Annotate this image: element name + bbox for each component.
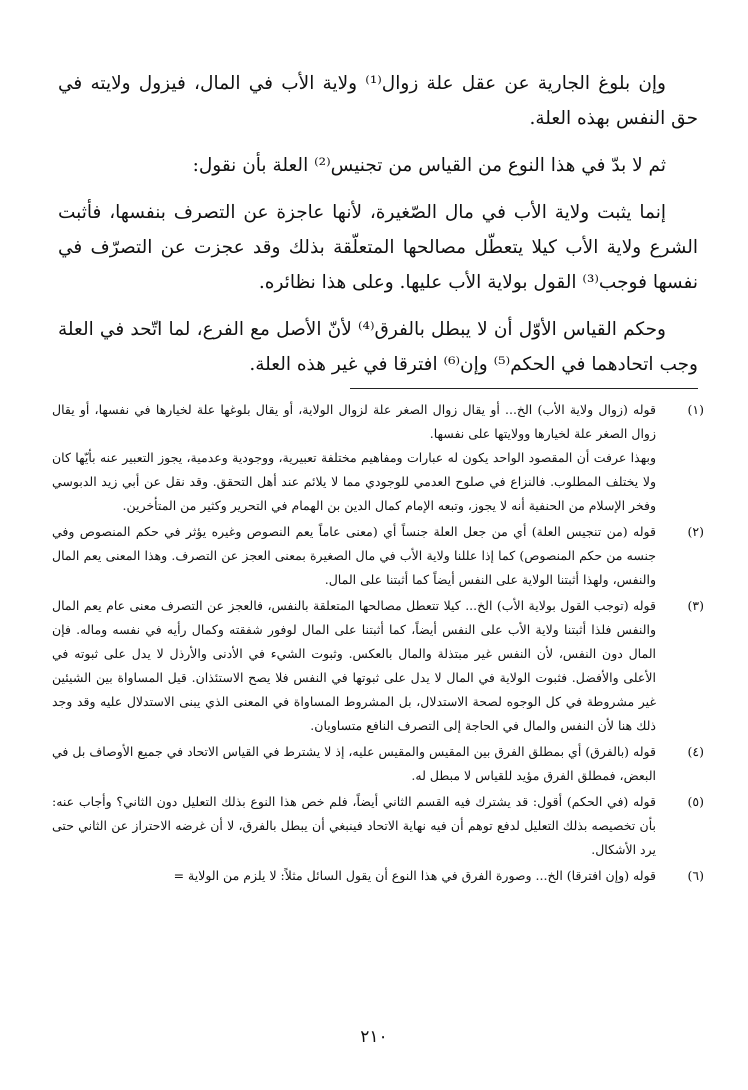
footnote-number: (٤): [687, 744, 704, 759]
main-paragraph: إنما يثبت ولاية الأب في مال الصّغيرة، لأنها عاجزة عن التصرف بنفسها، فأثبت الشرع ولاية الأب كيلا يتعطّل مصالحها المتعلّقة بذلك وقد عجزت عن التصرّف في نفسها فوجب⁽³⁾ القول بولاية الأب عليها. وعلى هذا نظائره.: [58, 202, 698, 293]
footnote-number: (٦): [687, 868, 704, 883]
footnote-line: قوله (في الحكم) أقول: قد يشترك فيه القسم الثاني أيضاً، فلم خص هذا النوع بذلك التعليل دون الثاني؟ وأجاب عنه: بأن تخصيصه بذلك التعليل لدفع توهم أن فيه نهاية الاتحاد فينبغي أن يبطل بالفرق، لا أن غرضه الاحتراز عن الثاني حتى يرد الأشكال.: [52, 794, 656, 857]
footnote-text: [52, 864, 656, 888]
footnote-text: [52, 740, 656, 788]
footnote-divider: [350, 388, 698, 389]
footnote-6: [52, 864, 704, 888]
main-paragraph: وإن بلوغ الجارية عن عقل علة زوال⁽¹⁾ ولاية الأب في المال، فيزول ولايته في حق النفس بهذه العلة.: [58, 73, 698, 129]
footnote-line: قوله (من تنجيس العلة) أي من جعل العلة جنساً أي (معنى عاماً يعم النصوص وغيره يؤثر في حكم المنصوص وفي جنسه من حكم المنصوص) كما إذا عللنا ولاية الأب في مال الصغيرة بمعنى العجز عن التصرف. وهذا المعنى يعم المال والنفس، ولهذا أثبتنا الولاية على النفس أيضاً كما أثبتنا على المال.: [52, 524, 656, 587]
footnotes: [52, 398, 704, 890]
footnote-text: [52, 520, 656, 592]
footnote-number: (٢): [687, 524, 704, 539]
footnote-text: [52, 594, 656, 738]
footnote-number: (٥): [687, 794, 704, 809]
footnote-line: قوله (زوال ولاية الأب) الخ... أو يقال زوال الصغر علة لزوال الولاية، أو يقال بلوغها علة لخيارها في نفسها، أو يقال زوال الصغر علة لخيارها وولايتها على نفسها.: [52, 402, 656, 441]
main-text: [58, 66, 698, 394]
footnote-text: [52, 398, 656, 518]
footnote-number: (١): [687, 402, 704, 417]
footnote-line: قوله (وإن افترقا) الخ... وصورة الفرق في هذا النوع أن يقول السائل مثلاً: لا يلزم من الولاية =: [173, 868, 656, 883]
main-paragraph: وحكم القياس الأوّل أن لا يبطل بالفرق⁽⁴⁾ لأنّ الأصل مع الفرع، لما اتّحد في العلة وجب اتحادهما في الحكم⁽⁵⁾ وإن⁽⁶⁾ افترقا في غير هذه العلة.: [58, 319, 698, 375]
page-number: ٢١٠: [360, 1027, 388, 1047]
footnote-5: [52, 790, 704, 862]
footnote-2: [52, 520, 704, 592]
footnote-number: (٣): [687, 598, 704, 613]
footnote-line: قوله (توجب القول بولاية الأب) الخ... كيلا تتعطل مصالحها المتعلقة بالنفس، فالعجز عن التصرف معنى عام يعم المال والنفس فلذا أثبتنا ولاية الأب على النفس أيضاً، كما أثبتنا على المال لوفور شفقته وكمال رأيه في نفسه وماله. فإن المال دون النفس، لأن النفس غير مبتذلة والمال بالعكس. وثبوت الشيء في الأدنى والأرذل لا يدل على ثبوته في الأعلى والأفضل. فثبوت الولاية في المال لا يدل على ثبوتها في النفس فلا يصح الاستئذان. قيل المساواة بين الشيئين غير مشروطة في كل الوجوه لصحة الاستدلال، بل المشروط المساواة في المعنى الذي يبنى الاستدلال عليه وقد وجد ذلك هنا لأن النفس والمال في الحاجة إلى التصرف النافع متساويان.: [52, 598, 656, 733]
footnote-line: قوله (بالفرق) أي بمطلق الفرق بين المقيس والمقيس عليه، إذ لا يشترط في القياس الاتحاد في جميع الأوصاف بل في البعض، فمطلق الفرق مؤيد للقياس لا مبطل له.: [52, 744, 656, 783]
footnote-4: [52, 740, 704, 788]
footnote-3: [52, 594, 704, 738]
footnote-text: [52, 790, 656, 862]
footnote-1: [52, 398, 704, 518]
footnote-line: وبهذا عرفت أن المقصود الواحد يكون له عبارات ومفاهيم مختلفة تعبيرية، ووجودية وعدمية، يجوز التعبير عنه بأيّها كان ولا يختلف المطلوب. فالنزاع في صلوح العدمي للوجودي مما لا يلائم عند أهل التحقق. وقد نقل عن أبي زيد الدبوسي وفخر الإسلام من الحنفية أنه لا يجوز، وتبعه الإمام كمال الدين بن الهمام في التحرير وكثير من المتأخرين.: [52, 450, 656, 513]
main-paragraph: ثم لا بدّ في هذا النوع من القياس من تجنيس⁽²⁾ العلة بأن نقول:: [192, 155, 666, 176]
